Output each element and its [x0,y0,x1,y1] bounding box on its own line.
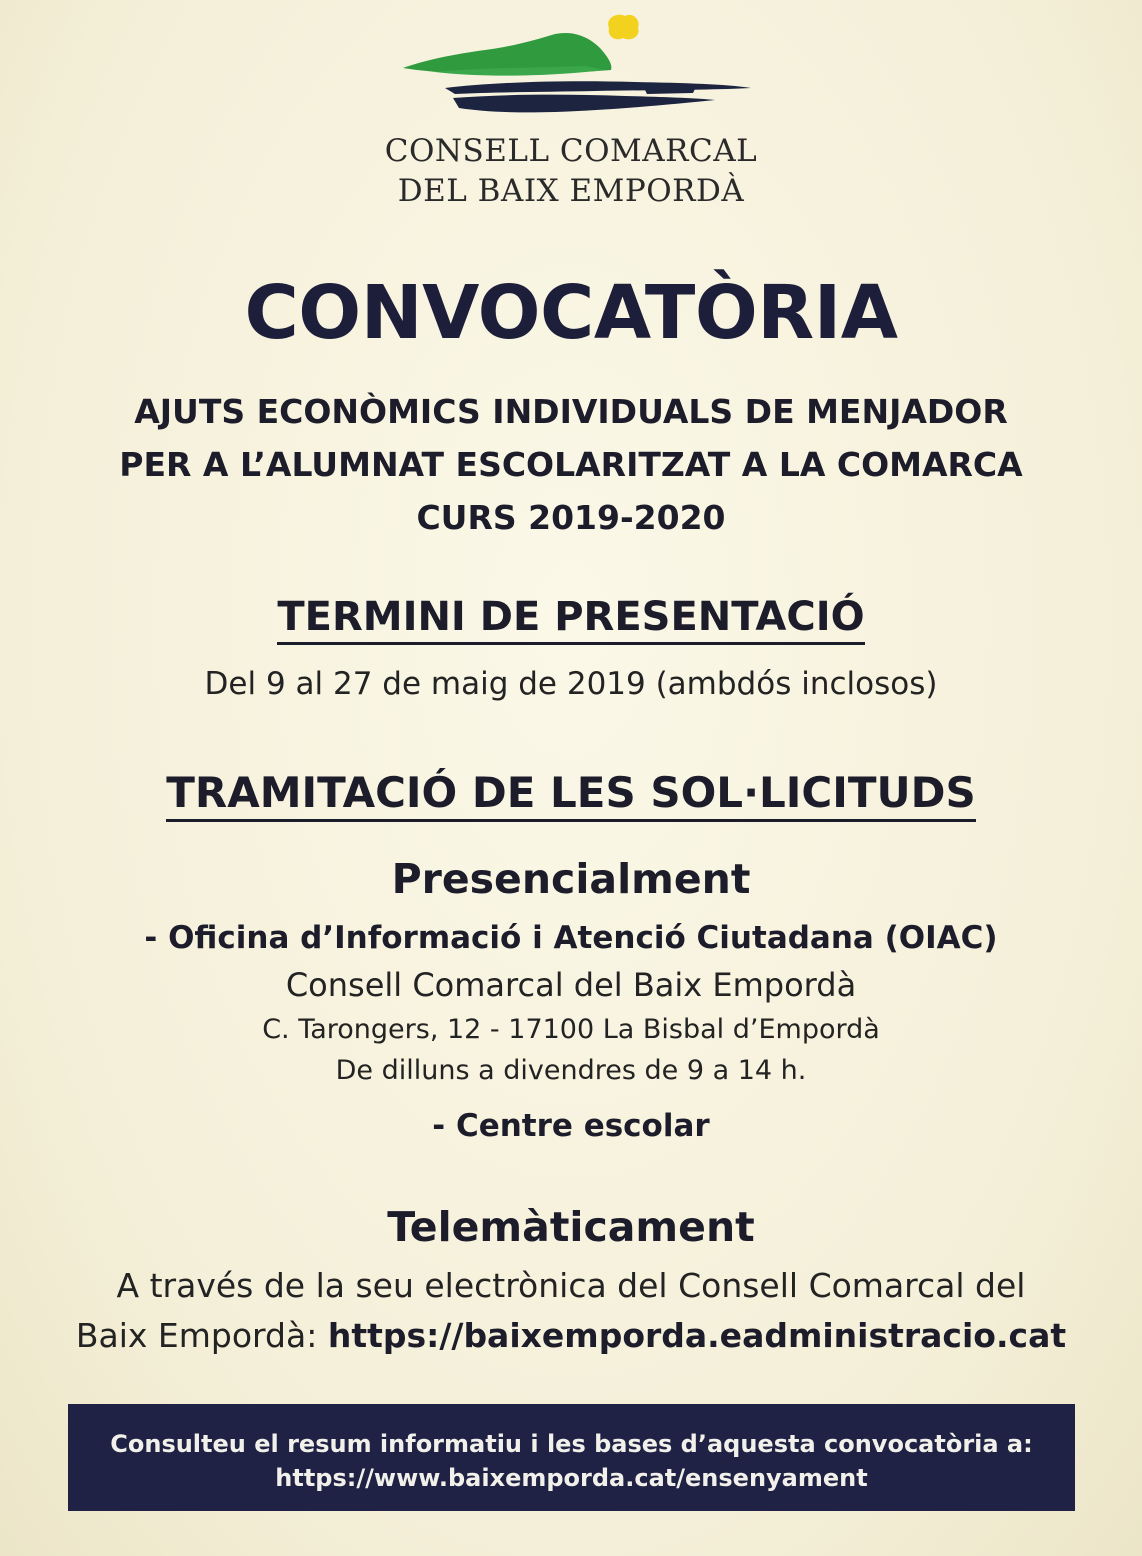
footer-banner [68,1404,1075,1511]
online-text-line2 [0,1316,1142,1355]
org-name-line1: CONSELL COMARCAL [384,133,758,169]
footer-text: Consulteu el resum informatiu i les bases d’aquesta convocatòria a: [110,1430,1033,1458]
school-item: - Centre escolar [432,1108,710,1144]
logo-sun [608,15,638,40]
processing-heading [0,768,1142,817]
in-person-heading: Presencialment [391,855,751,903]
online-text-prefix: Baix Empordà: [75,1316,328,1355]
office-item: - Oficina d’Informació i Atenció Ciutadana (OIAC) [144,920,998,956]
office-hours: De dilluns a divendres de 9 a 14 h. [335,1055,807,1086]
deadline-heading-text: TERMINI DE PRESENTACIÓ [277,594,864,645]
online-url-link[interactable]: https://baixemporda.eadministracio.cat [327,1316,1067,1355]
deadline-dates: Del 9 al 27 de maig de 2019 (ambdós inclosos) [204,666,938,702]
logo-sea [445,81,751,94]
office-entity: Consell Comarcal del Baix Empordà [285,966,857,1004]
page-title: CONVOCATÒRIA [244,270,898,356]
subtitle-line2: PER A L’ALUMNAT ESCOLARITZAT A LA COMARCA [119,445,1023,484]
subtitle-line1: AJUTS ECONÒMICS INDIVIDUALS DE MENJADOR [134,392,1008,431]
online-heading: Telemàticament [387,1203,755,1251]
consell-comarcal-logo [395,10,765,125]
deadline-heading [0,594,1142,640]
processing-heading-text: TRAMITACIÓ DE LES SOL·LICITUDS [166,768,975,822]
footer-url-link[interactable]: https://www.baixemporda.cat/ensenyament [275,1464,868,1492]
online-text-line1: A través de la seu electrònica del Consell Comarcal del [116,1266,1026,1305]
office-address: C. Tarongers, 12 - 17100 La Bisbal d’Empordà [262,1014,880,1045]
subtitle-course: CURS 2019-2020 [416,498,726,537]
org-name-line2: DEL BAIX EMPORDÀ [397,173,745,209]
